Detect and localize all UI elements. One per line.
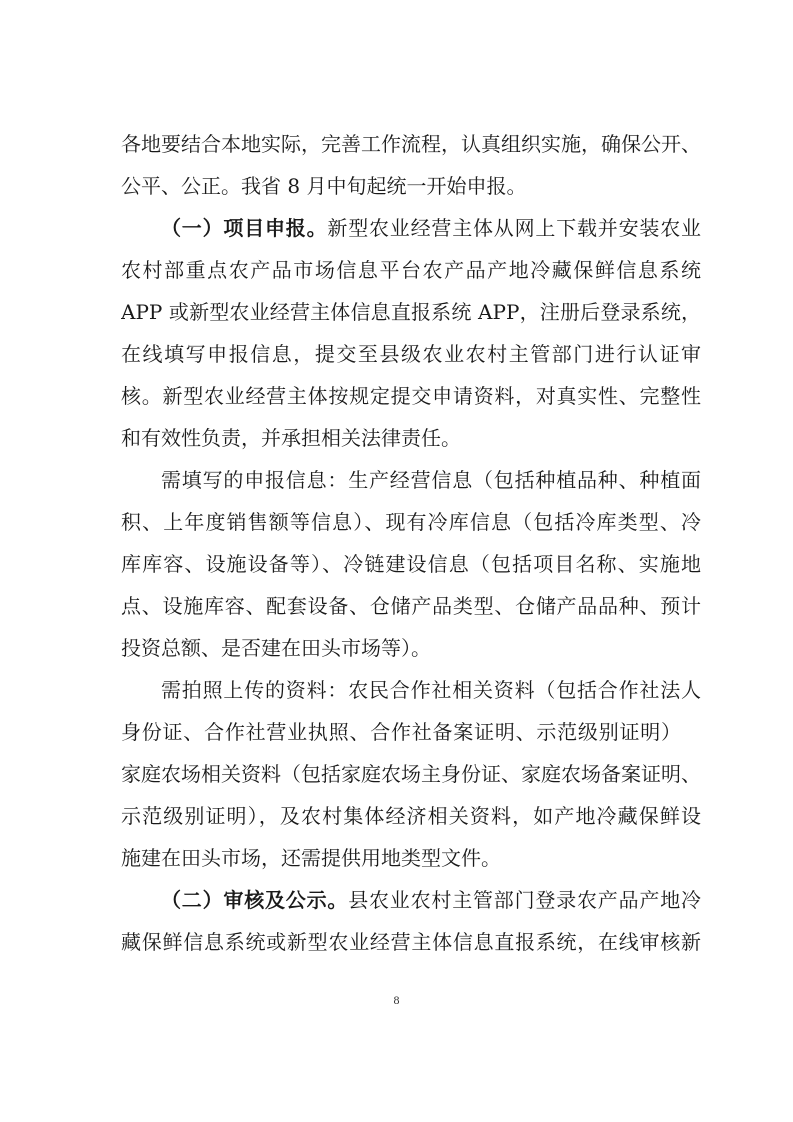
line-text: 示范级别证明），及农村集体经济相关资料，如产地冷藏保鲜设 [121,804,701,828]
line-text: 需拍照上传的资料：农民合作社相关资料（包括合作社法人 [161,678,701,702]
text-line [121,424,701,452]
text-line [121,508,701,536]
text-line [121,802,701,830]
text-line [121,298,701,326]
page-number: 8 [393,993,400,1007]
section-heading: （二）审核及公示。 [161,888,349,912]
text-line [121,130,701,158]
line-text: 库库容、设施设备等）、冷链建设信息（包括项目名称、实施地 [121,552,701,576]
text-line [121,718,681,746]
text-line [121,340,701,368]
line-text: 藏保鲜信息系统或新型农业经营主体信息直报系统，在线审核新 [121,930,701,954]
section-heading: （一）项目申报。 [161,216,328,240]
text-line [161,466,701,494]
line-text: 在线填写申报信息，提交至县级农业农村主管部门进行认证审 [121,342,701,366]
text-line [121,592,701,620]
text-line [121,928,701,956]
line-text: 公平、公正。我省 8 月中旬起统一开始申报。 [121,174,527,198]
line-text: 各地要结合本地实际，完善工作流程，认真组织实施，确保公开、 [121,132,701,156]
line-text: 身份证、合作社营业执照、合作社备案证明、示范级别证明） [121,720,681,744]
text-line [121,382,701,410]
text-line [161,214,701,242]
text-line [161,676,701,704]
line-text: APP 或新型农业经营主体信息直报系统 APP，注册后登录系统， [121,300,701,324]
text-line [121,256,701,284]
line-text: 新型农业经营主体从网上下载并安装农业 [327,216,701,240]
line-text: 点、设施库容、配套设备、仓储产品类型、仓储产品品种、预计 [121,594,701,618]
text-line [121,634,701,662]
line-text: 积、上年度销售额等信息）、现有冷库信息（包括冷库类型、冷 [121,510,701,534]
line-text: 投资总额、是否建在田头市场等）。 [121,636,431,660]
line-text: 县农业农村主管部门登录农产品产地冷 [348,888,701,912]
text-line [121,172,701,200]
text-line [121,550,701,578]
line-text: 和有效性负责，并承担相关法律责任。 [121,426,461,450]
line-text: 施建在田头市场，还需提供用地类型文件。 [121,846,501,870]
line-text: 家庭农场相关资料（包括家庭农场主身份证、家庭农场备案证明、 [121,762,701,786]
text-line [121,844,701,872]
line-text: 核。新型农业经营主体按规定提交申请资料，对真实性、完整性 [121,384,701,408]
line-text: 需填写的申报信息：生产经营信息（包括种植品种、种植面 [161,468,701,492]
line-text: 农村部重点农产品市场信息平台农产品产地冷藏保鲜信息系统 [121,258,701,282]
text-line [161,886,701,914]
text-line [121,760,701,788]
